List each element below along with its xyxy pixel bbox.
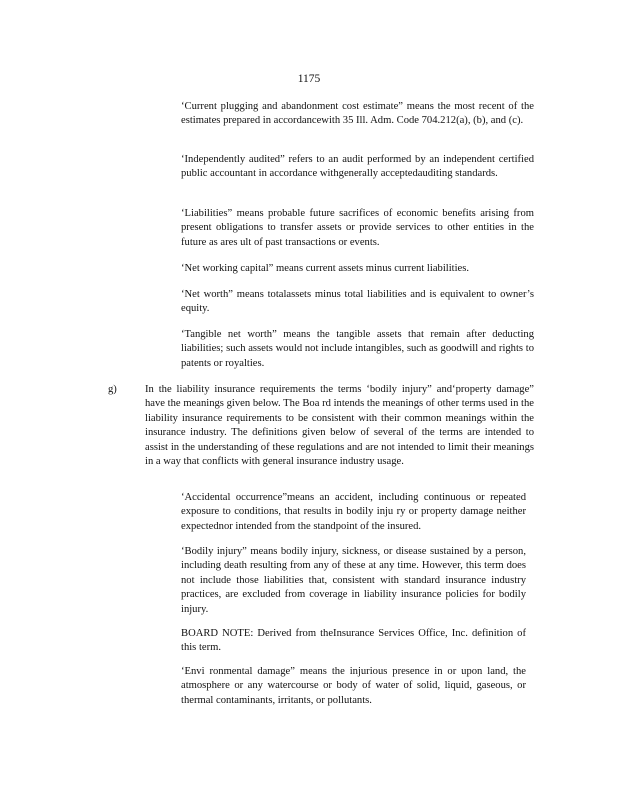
section-marker-g: g) (108, 384, 117, 395)
definition-bodily-injury: ‘Bodily injury” means bodily injury, sickness, or disease sustained by a person, including death resulting from any of these at any time. However, this term does not include those liabilities that, consistent with standard insurance industry practices, are excluded from coverage in liability insurance policies for bodily injury. (181, 546, 526, 615)
definition-liabilities: ‘Liabilities” means probable future sacrifices of economic benefits arising from present obligations to transfer assets or provide services to other entities in the future as ares ult of past transactions or events. (181, 208, 534, 248)
section-g-text: In the liability insurance requirements the terms ‘bodily injury” and‘property damage” have the meanings given below. The Boa rd intends the meanings of other terms used in the liability insurance requirements to be consistent with their common meanings within the insurance industry. The definitions given below of several of the terms are intended to assist in the understanding of these regulations and are not intended to limit their meanings in a way that conflicts with general insurance industry usage. (145, 384, 534, 468)
definition-tangible-net-worth: ‘Tangible net worth” means the tangible assets that remain after deducting liabilities; such assets would not include intangibles, such as goodwill and rights to patents or royalties. (181, 329, 534, 369)
definition-net-worth: ‘Net worth” means totalassets minus total liabilities and is equivalent to owner’s equity. (181, 289, 534, 315)
definition-environmental-damage: ‘Envi ronmental damage” means the injurious presence in or upon land, the atmosphere or any watercourse or body of water of solid, liquid, gaseous, or thermal contaminants, irritants, or pollutants. (181, 666, 526, 706)
definition-independently-audited: ‘Independently audited” refers to an audit performed by an independent certified public accountant in accordance withgenerally acceptedauditing standards. (181, 154, 534, 180)
board-note: BOARD NOTE: Derived from theInsurance Services Office, Inc. definition of this term. (181, 628, 526, 654)
definition-current-plugging-cost-estimate: ‘Current plugging and abandonment cost estimate” means the most recent of the estimates prepared in accordancewith 35 Ill. Adm. Code 704.212(a), (b), and (c). (181, 101, 534, 127)
definition-accidental-occurrence: ‘Accidental occurrence”means an accident, including continuous or repeated exposure to conditions, that results in bodily inju ry or property damage neither expectednor intended from the standpoint of the insured. (181, 492, 526, 532)
definition-net-working-capital: ‘Net working capital” means current assets minus current liabilities. (181, 263, 470, 274)
page-number: 1175 (297, 73, 321, 85)
